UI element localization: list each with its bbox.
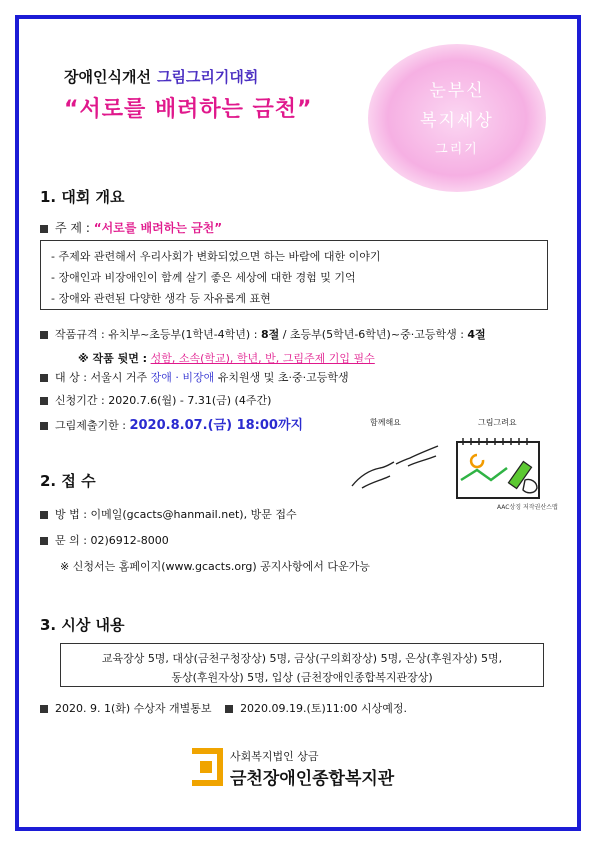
section-1-title: 1. 대회 개요 bbox=[40, 188, 125, 206]
bullet-square-icon bbox=[40, 511, 48, 519]
organization-logo-icon bbox=[188, 747, 224, 787]
target-a: 대 상 : 서울시 거주 bbox=[55, 371, 148, 384]
spec-d: 4절 bbox=[467, 328, 486, 341]
notice-1: 2020. 9. 1(화) 수상자 개별통보 bbox=[55, 702, 212, 715]
aac-credit: AAC상징 저작권산스맵 bbox=[497, 504, 558, 511]
page-title: “서로를 배려하는 금천” bbox=[64, 97, 313, 122]
target-c: 유치원생 및 초·중·고등학생 bbox=[217, 371, 349, 384]
slogan-line-2: 복지세상 bbox=[420, 111, 494, 131]
spec-c: / 초등부(5학년-6학년)~중·고등학생 : bbox=[282, 328, 464, 341]
back-note-label: ※ 작품 뒷면 : bbox=[78, 352, 148, 365]
header-subtitle-a: 장애인식개선 bbox=[64, 68, 151, 86]
deadline-value: 2020.8.07.(금) 18:00까지 bbox=[129, 418, 304, 433]
period-row bbox=[40, 392, 271, 408]
spec-b: 8절 bbox=[260, 328, 280, 341]
notice-row bbox=[40, 700, 407, 716]
prize-line-2: 동상(후원자상) 5명, 입상 (금천장애인종합복지관장상) bbox=[171, 671, 433, 684]
period-text: 신청기간 : 2020.7.6(월) - 7.31(금) (4주간) bbox=[55, 394, 272, 407]
spec-a: 작품규격 : 유치부~초등부(1학년-4학년) : bbox=[55, 328, 258, 341]
bullet-square-icon bbox=[40, 422, 48, 430]
organization-name: 금천장애인종합복지관 bbox=[230, 769, 395, 789]
deadline-row bbox=[40, 414, 303, 433]
contact-row bbox=[40, 532, 169, 548]
bullet-square-icon bbox=[40, 705, 48, 713]
method-text: 방 법 : 이메일(gcacts@hanmail.net), 방문 접수 bbox=[55, 508, 297, 521]
bullet-square-icon bbox=[40, 374, 48, 382]
prize-line-1: 교육장상 5명, 대상(금천구청장상) 5명, 금상(구의회장상) 5명, 은상(후원자상) 5명, bbox=[101, 652, 503, 665]
back-note-value: 성함, 소속(학교), 학년, 반, 그림주제 기입 필수 bbox=[150, 352, 375, 365]
target-b: 장애 · 비장애 bbox=[150, 371, 215, 384]
image-label-drawing: 그림그려요 bbox=[478, 418, 517, 427]
bullet-square-icon bbox=[40, 397, 48, 405]
notice-2: 2020.09.19.(토)11:00 시상예정. bbox=[240, 702, 407, 715]
spec-row bbox=[40, 326, 486, 342]
bullet-square-icon bbox=[40, 331, 48, 339]
section-2-title: 2. 접 수 bbox=[40, 472, 96, 490]
theme-row bbox=[40, 219, 222, 236]
method-row bbox=[40, 506, 297, 522]
target-row bbox=[40, 369, 349, 385]
bullet-square-icon bbox=[40, 225, 48, 233]
back-note-row bbox=[78, 350, 375, 366]
theme-desc-1: - 주제와 관련해서 우리사회가 변화되었으면 하는 바람에 대한 이야기 bbox=[51, 250, 381, 263]
deadline-label: 그림제출기한 : bbox=[55, 419, 126, 432]
slogan-badge bbox=[368, 44, 546, 192]
image-label-together: 함께해요 bbox=[370, 418, 401, 427]
theme-label: 주 제 : bbox=[55, 221, 90, 235]
header-subtitle-b: 그림그리기대회 bbox=[156, 68, 259, 86]
theme-description-box bbox=[40, 240, 548, 310]
download-note: ※ 신청서는 홈페이지(www.gcacts.org) 공지사항에서 다운가능 bbox=[60, 560, 370, 573]
bullet-square-icon bbox=[225, 705, 233, 713]
header-subtitle bbox=[64, 66, 258, 87]
prize-box bbox=[60, 643, 544, 687]
drawing-board-icon bbox=[455, 436, 551, 502]
organization-sub: 사회복지법인 상금 bbox=[230, 750, 319, 763]
contact-text: 문 의 : 02)6912-8000 bbox=[55, 534, 169, 547]
theme-desc-2: - 장애인과 비장애인이 함께 살기 좋은 세상에 대한 경험 및 기억 bbox=[51, 271, 356, 284]
section-3-title: 3. 시상 내용 bbox=[40, 616, 125, 634]
theme-value: “서로를 배려하는 금천” bbox=[93, 221, 223, 235]
hands-icon bbox=[350, 440, 440, 490]
slogan-line-3: 그리기 bbox=[435, 142, 479, 157]
theme-desc-3: - 장애와 관련된 다양한 생각 등 자유롭게 표현 bbox=[51, 292, 271, 305]
slogan-line-1: 눈부신 bbox=[429, 81, 485, 101]
bullet-square-icon bbox=[40, 537, 48, 545]
